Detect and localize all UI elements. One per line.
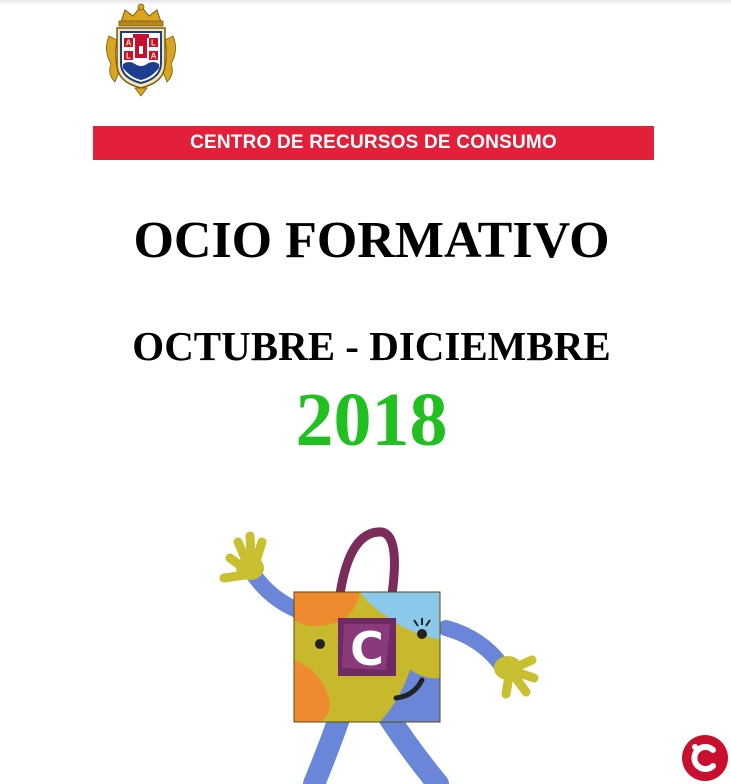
c-logo-icon (681, 734, 729, 782)
crest-letter: A (150, 51, 157, 61)
crest-letter: L (151, 38, 156, 48)
header-banner (93, 126, 654, 160)
period-subtitle: OCTUBRE - DICIEMBRE (132, 323, 611, 369)
crest-letter: A (125, 38, 132, 48)
page-title: OCIO FORMATIVO (133, 212, 610, 269)
coat-of-arms-icon (99, 2, 183, 98)
crest-letter: L (126, 51, 131, 61)
year-label: 2018 (295, 378, 448, 462)
mascot-letter: C (350, 622, 384, 676)
shopping-bag-mascot-icon (210, 520, 550, 784)
banner-text: CENTRO DE RECURSOS DE CONSUMO (190, 132, 557, 153)
